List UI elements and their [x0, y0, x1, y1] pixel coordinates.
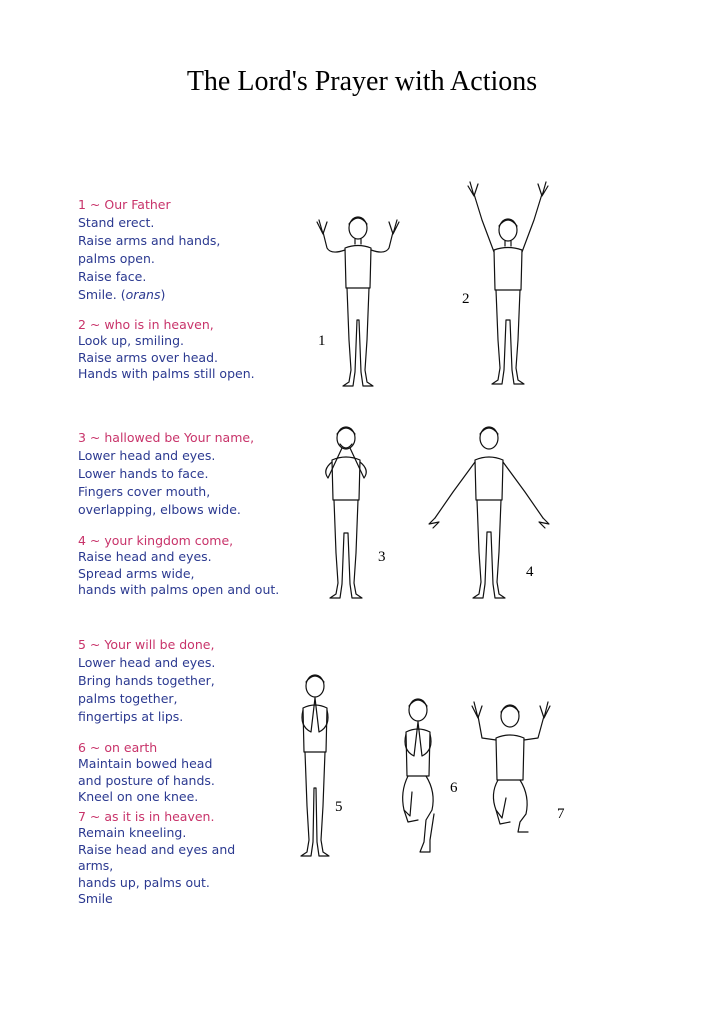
step-4-line: hands with palms open and out.	[78, 582, 280, 598]
step-5-line: Bring hands together,	[78, 673, 215, 688]
figure-2-number: 2	[462, 291, 470, 307]
step-6-text	[78, 740, 308, 806]
step-2-line: Raise arms over head.	[78, 349, 218, 365]
step-2-line: Hands with palms still open.	[78, 366, 255, 382]
step-2-text	[78, 317, 308, 383]
step-6-line: and posture of hands.	[78, 772, 215, 788]
figure-2-arms-overhead-pose	[460, 180, 560, 399]
page-title: The Lord's Prayer with Actions	[186, 66, 538, 97]
figure-6-number: 6	[450, 780, 458, 796]
step-1-line: Smile. (orans)	[78, 287, 166, 302]
figure-6-kneeling-prayer-pose	[390, 692, 450, 866]
step-5-text	[78, 636, 308, 726]
step-3-line: Lower head and eyes.	[78, 448, 216, 463]
step-2-heading: 2 ~ who is in heaven,	[78, 317, 214, 332]
figure-7-kneeling-arms-raised-pose	[458, 694, 568, 843]
step-5-line: Lower head and eyes.	[78, 655, 216, 670]
figure-5-number: 5	[335, 799, 343, 815]
figure-1-orans-pose	[305, 210, 415, 399]
step-1-line: palms open.	[78, 251, 155, 266]
step-1-heading: 1 ~ Our Father	[78, 197, 171, 212]
step-3-line: Fingers cover mouth,	[78, 484, 211, 499]
orans-term: orans	[125, 287, 161, 302]
step-4-line: Raise head and eyes.	[78, 549, 212, 565]
step-4-line: Spread arms wide,	[78, 565, 195, 581]
step-4-text	[78, 533, 308, 599]
step-7-line: arms,	[78, 858, 114, 874]
step-3-line: Lower hands to face.	[78, 466, 209, 481]
step-1-text	[78, 196, 308, 304]
step-5-heading: 5 ~ Your will be done,	[78, 637, 215, 652]
step-7-line: hands up, palms out.	[78, 874, 210, 890]
step-7-line: Raise head and eyes and	[78, 841, 236, 857]
step-3-line: overlapping, elbows wide.	[78, 502, 241, 517]
step-6-heading: 6 ~ on earth	[78, 740, 158, 755]
figure-1-number: 1	[318, 333, 326, 349]
step-3-heading: 3 ~ hallowed be Your name,	[78, 430, 255, 445]
step-2-line: Look up, smiling.	[78, 333, 184, 349]
step-6-line: Kneel on one knee.	[78, 789, 199, 805]
figure-7-number: 7	[557, 806, 565, 822]
step-7-heading: 7 ~ as it is in heaven.	[78, 809, 215, 824]
step-7-line: Remain kneeling.	[78, 825, 187, 841]
step-1-line: Raise arms and hands,	[78, 233, 221, 248]
figure-5-palms-together-pose	[285, 668, 350, 872]
step-1-line: Stand erect.	[78, 215, 155, 230]
step-5-line: palms together,	[78, 691, 178, 706]
step-5-line: fingertips at lips.	[78, 709, 184, 724]
figure-3-number: 3	[378, 549, 386, 565]
step-7-text	[78, 809, 308, 907]
figure-3-hands-at-mouth-pose	[310, 418, 390, 612]
step-1-line: Raise face.	[78, 269, 147, 284]
step-6-line: Maintain bowed head	[78, 756, 213, 772]
figure-4-number: 4	[526, 564, 534, 580]
figure-4-arms-spread-pose	[425, 422, 555, 611]
step-4-heading: 4 ~ your kingdom come,	[78, 533, 234, 548]
step-3-text	[78, 429, 308, 519]
step-7-line: Smile	[78, 891, 113, 907]
